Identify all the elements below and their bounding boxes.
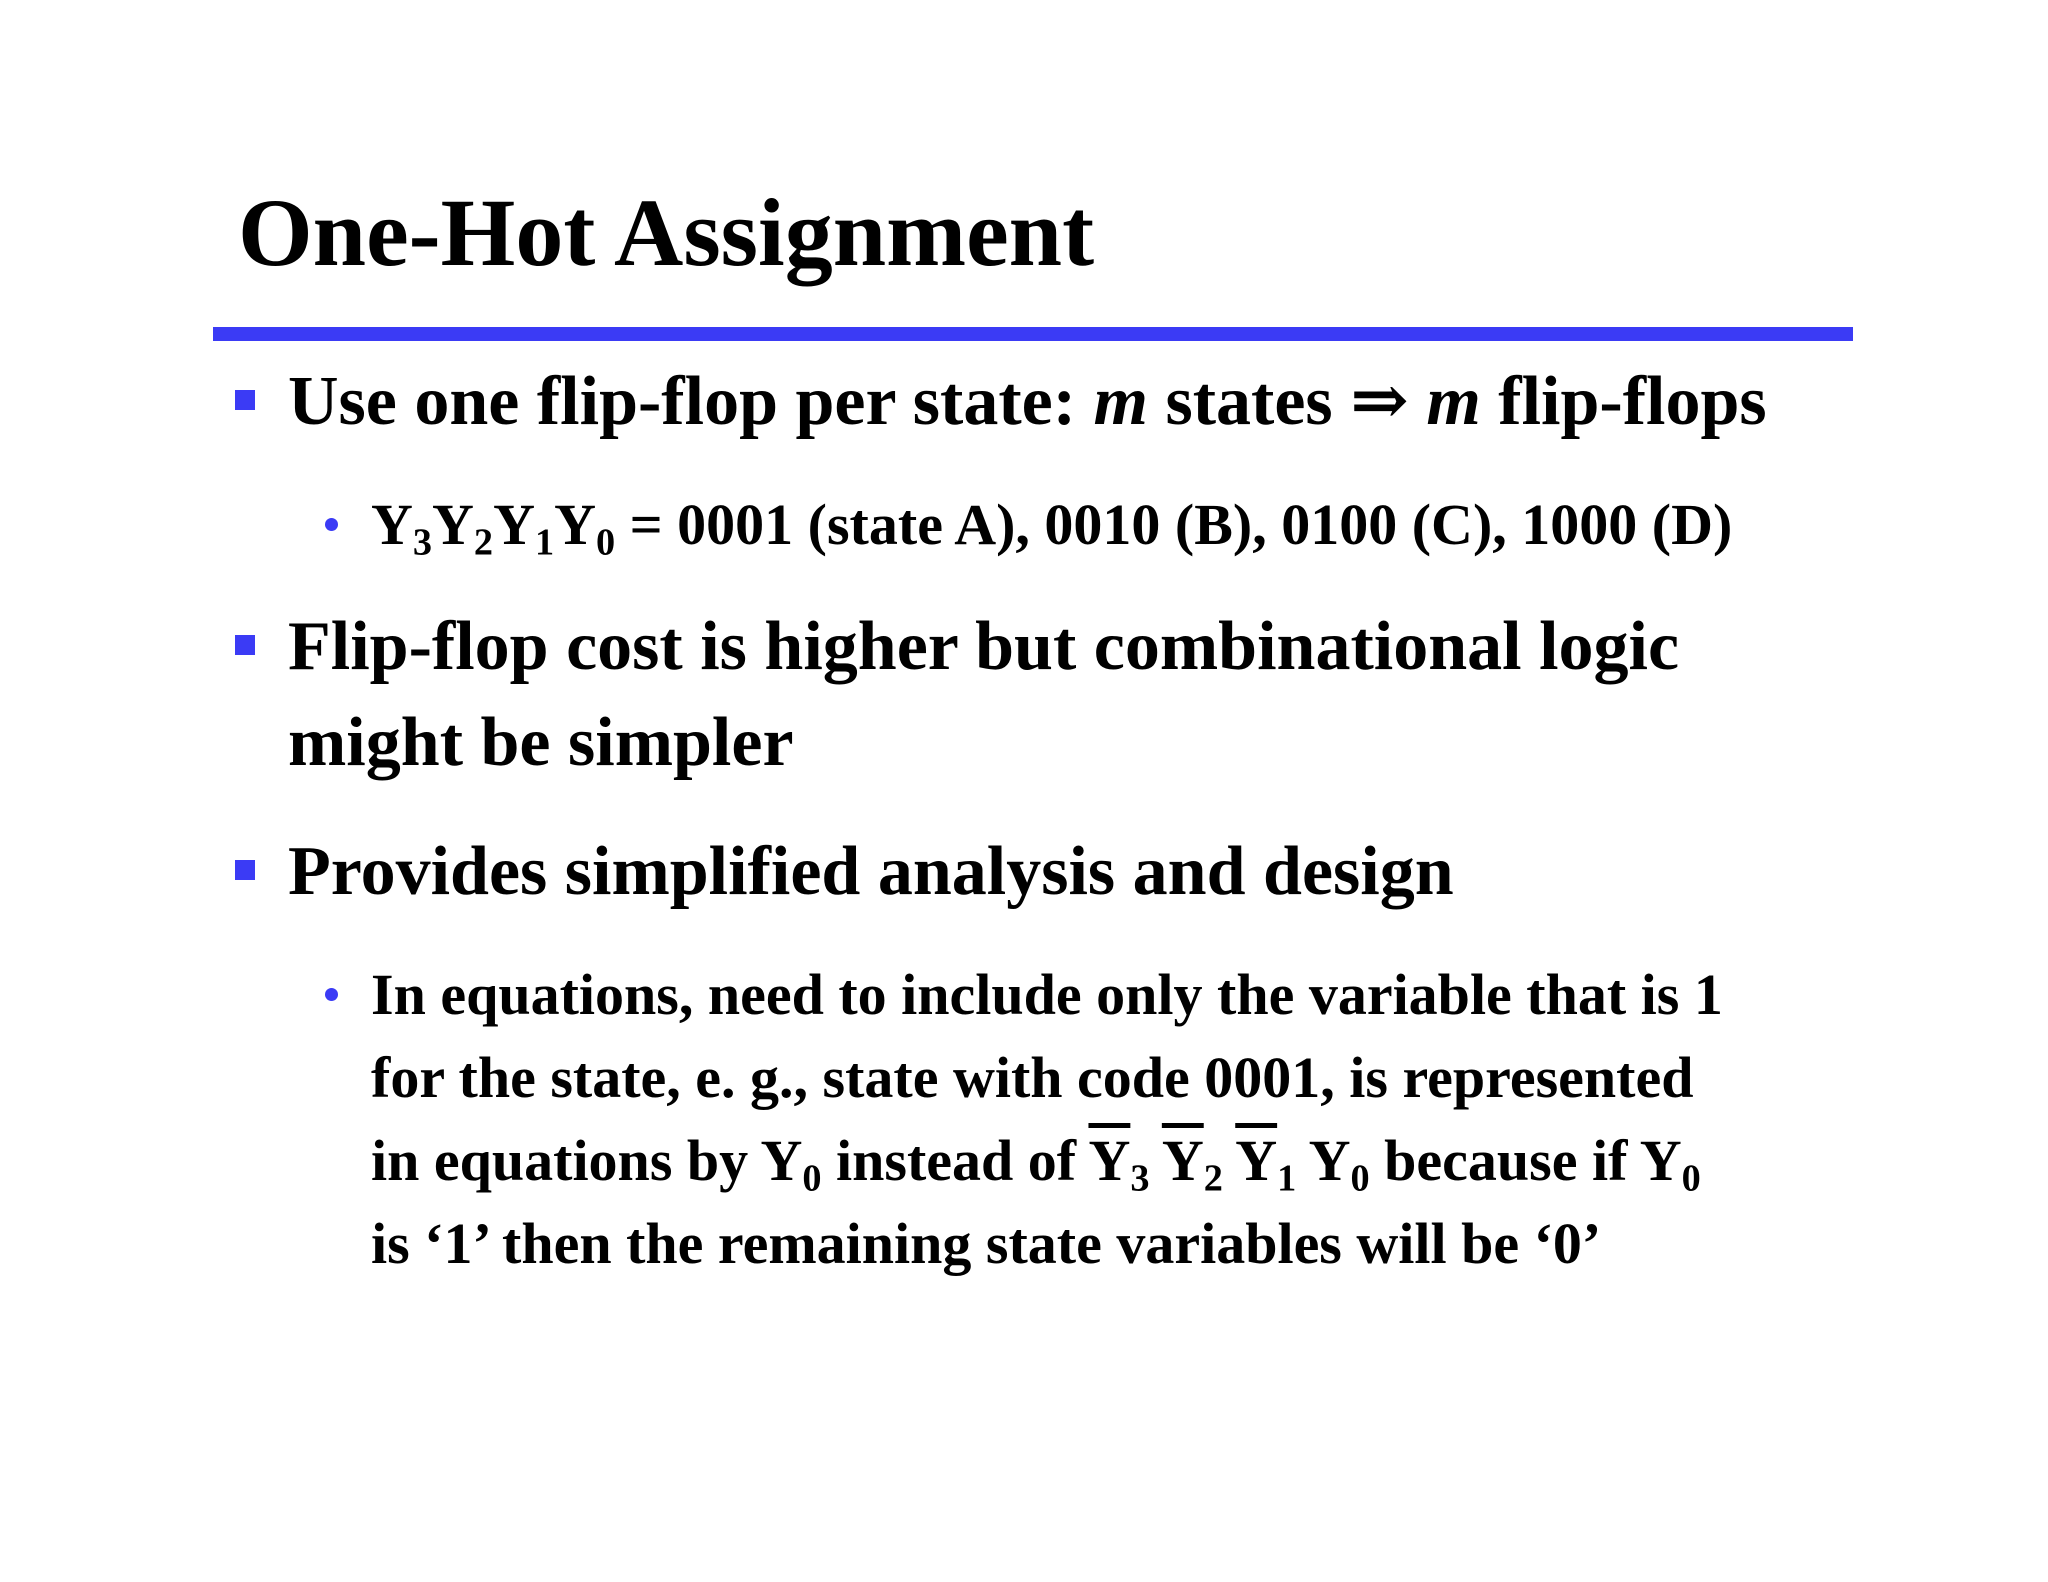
state-code-list: = 0001 (state A), 0010 (B), 0100 (C), 1000 (D) bbox=[615, 492, 1733, 557]
bullet-text: states bbox=[1148, 363, 1351, 440]
text: instead of bbox=[821, 1128, 1089, 1193]
subscript: 0 bbox=[1681, 1157, 1701, 1200]
square-bullet-icon bbox=[235, 635, 255, 655]
subscript: 3 bbox=[1130, 1157, 1150, 1200]
subscript: 3 bbox=[412, 521, 433, 564]
square-bullet-icon bbox=[235, 860, 255, 880]
square-bullet-icon bbox=[235, 390, 255, 410]
text: because if bbox=[1369, 1128, 1640, 1193]
implies-arrow-icon: ⇒ bbox=[1350, 363, 1409, 440]
var-y: Y bbox=[432, 492, 474, 557]
subscript: 2 bbox=[1203, 1157, 1223, 1200]
var-y: Y bbox=[371, 492, 413, 557]
variable-m: m bbox=[1426, 363, 1481, 440]
subscript: 0 bbox=[802, 1157, 822, 1200]
subscript: 1 bbox=[534, 521, 555, 564]
var-y: Y bbox=[554, 492, 596, 557]
bullet-one-flip-flop-per-state bbox=[288, 355, 1767, 449]
variable-m: m bbox=[1093, 363, 1148, 440]
sub-bullet-line-1: In equations, need to include only the variable that is 1 bbox=[371, 962, 1723, 1027]
var-y-bar: $\overline{Y}$ bbox=[1235, 1128, 1278, 1193]
var-y: Y bbox=[1639, 1128, 1682, 1193]
var-y-bar: $\overline{Y}$ bbox=[1161, 1128, 1204, 1193]
subscript: 0 bbox=[1350, 1157, 1370, 1200]
bullet-simplified-analysis: Provides simplified analysis and design bbox=[288, 833, 1454, 910]
bullet-flip-flop-cost: Flip-flop cost is higher but combinational logic bbox=[288, 608, 1680, 685]
text: in equations by bbox=[371, 1128, 761, 1193]
var-y-bar: $\overline{Y}$ bbox=[1088, 1128, 1131, 1193]
bullet-text: Use one flip-flop per state: bbox=[288, 363, 1094, 440]
round-bullet-icon bbox=[325, 518, 338, 531]
sub-bullet-state-codes bbox=[371, 483, 1732, 566]
var-y: Y bbox=[493, 492, 535, 557]
bullet-flip-flop-cost-cont: might be simpler bbox=[288, 704, 794, 781]
subscript: 1 bbox=[1277, 1157, 1297, 1200]
sub-bullet-line-2: for the state, e. g., state with code 0001, is represented bbox=[371, 1045, 1694, 1110]
subscript: 2 bbox=[473, 521, 494, 564]
bullet-text: flip-flops bbox=[1480, 363, 1767, 440]
slide-title: One-Hot Assignment bbox=[238, 179, 1095, 286]
var-y: Y bbox=[760, 1128, 803, 1193]
subscript: 0 bbox=[595, 521, 616, 564]
var-y: Y bbox=[1308, 1128, 1351, 1193]
sub-bullet-line-3 bbox=[371, 1119, 1701, 1202]
sub-bullet-line-4: is ‘1’ then the remaining state variables will be ‘0’ bbox=[371, 1211, 1602, 1276]
title-underline bbox=[213, 327, 1853, 341]
round-bullet-icon bbox=[325, 988, 338, 1001]
